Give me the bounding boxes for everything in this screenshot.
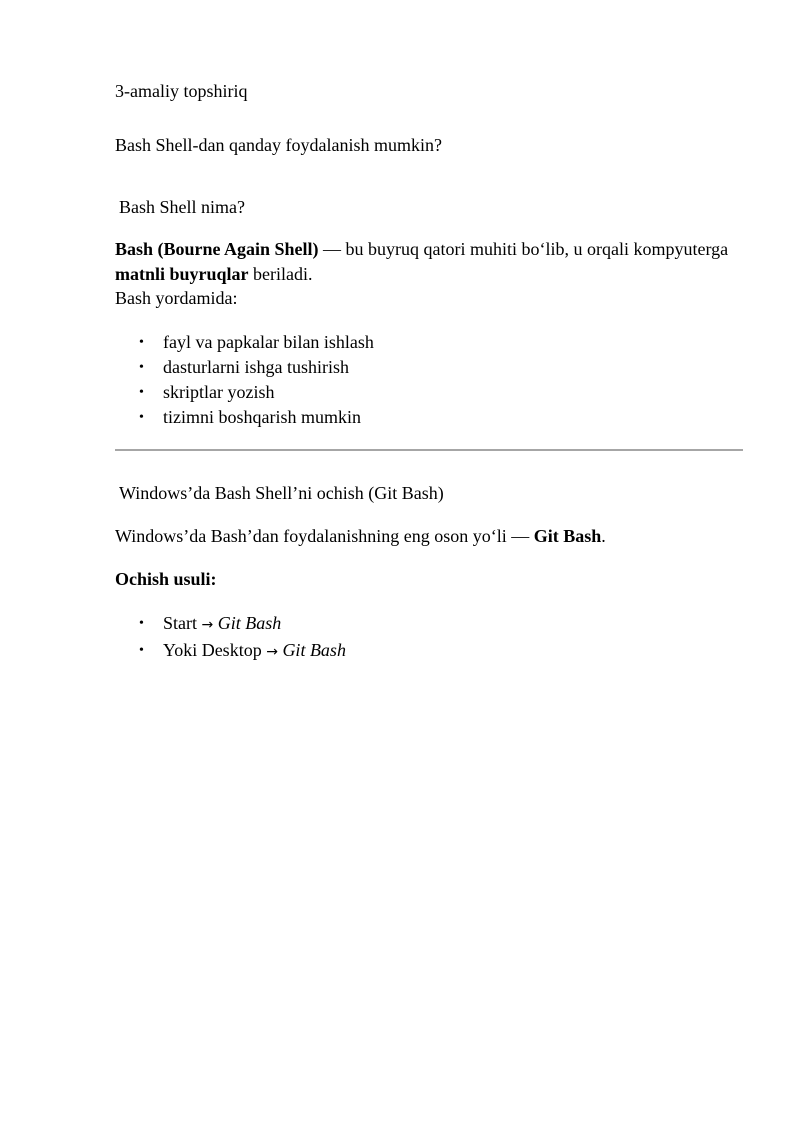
definition-text-part1: — bu buyruq qatori muhiti bo‘lib, u orqali kompyuterga (318, 239, 729, 259)
list-item (115, 405, 374, 430)
bullet-icon: • (139, 643, 144, 658)
arrow-right-icon: → (201, 617, 214, 633)
easiest-way-emphasis: Git Bash (533, 526, 602, 546)
definition-lead-in: Bash yordamida: (115, 288, 238, 308)
definition-emphasis: matnli buyruqlar (115, 263, 249, 284)
step-prefix: Yoki Desktop (163, 640, 262, 660)
list-item (115, 380, 374, 405)
easiest-way-suffix: . (601, 526, 606, 546)
open-steps-list (115, 611, 346, 665)
definition-text-part2: beriladi. (248, 263, 313, 284)
list-item (115, 355, 374, 380)
easiest-way-text: Windows’da Bash’dan foydalanishning eng oson yo‘li — (115, 526, 534, 546)
list-item-text: skriptlar yozish (163, 382, 275, 402)
open-method-heading-text: Ochish usuli: (115, 569, 217, 589)
horizontal-divider (115, 449, 743, 451)
bash-definition-paragraph (115, 237, 743, 311)
open-method-heading (115, 567, 217, 591)
bash-uses-list (115, 330, 374, 430)
assignment-title: 3-amaliy topshiriq (115, 81, 248, 101)
list-item (115, 330, 374, 355)
question-heading: Bash Shell-dan qanday foydalanish mumkin? (115, 135, 442, 155)
bullet-icon: • (139, 410, 144, 425)
definition-term: Bash (Bourne Again Shell) (115, 239, 319, 259)
bullet-icon: • (139, 335, 144, 350)
section-heading-windows-bash: Windows’da Bash Shell’ni ochish (Git Bash) (119, 483, 444, 503)
easiest-way-paragraph (115, 524, 606, 548)
list-item-text: tizimni boshqarish mumkin (163, 407, 361, 427)
list-item-text: dasturlarni ishga tushirish (163, 357, 349, 377)
list-item-text: fayl va papkalar bilan ishlash (163, 332, 374, 352)
section-heading-what-is-bash: Bash Shell nima? (119, 197, 245, 217)
step-prefix: Start (163, 613, 197, 633)
list-item (115, 611, 346, 638)
arrow-right-icon: → (266, 644, 278, 660)
step-target: Git Bash (282, 640, 346, 660)
list-item (115, 638, 346, 665)
bullet-icon: • (139, 385, 144, 400)
bullet-icon: • (139, 616, 144, 631)
step-target: Git Bash (217, 613, 282, 633)
bullet-icon: • (139, 360, 144, 375)
